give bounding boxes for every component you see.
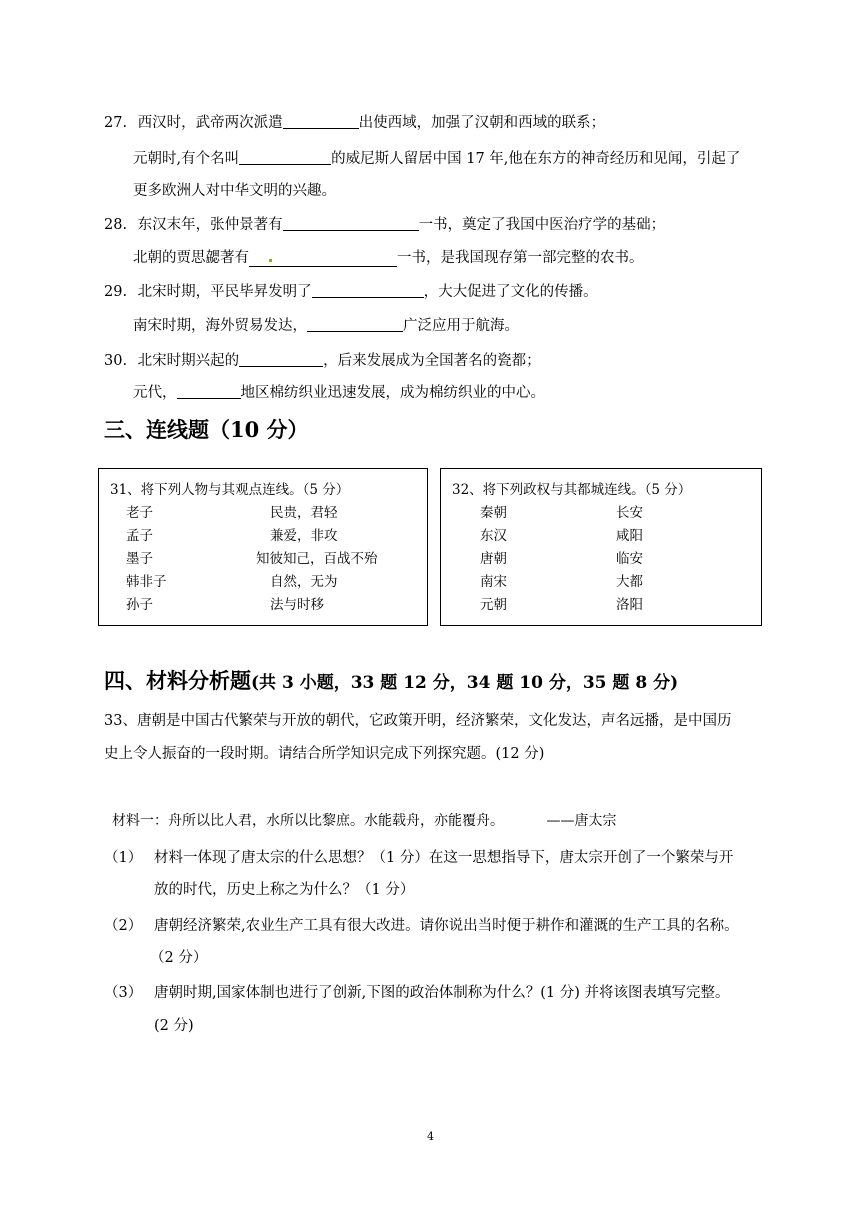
answer-blank[interactable]	[307, 317, 403, 332]
match-left-item[interactable]: 唐朝	[480, 551, 507, 567]
answer-blank[interactable]	[239, 352, 323, 367]
sub-question-2-line-1: 唐朝经济繁荣,农业生产工具有很大改进。请你说出当时便于耕作和灌溉的生产工具的名称。	[154, 918, 739, 934]
match-left-item[interactable]: 南宋	[480, 574, 507, 590]
answer-blank[interactable]	[312, 283, 424, 298]
question-27-line-3: 更多欧洲人对中华文明的兴趣。	[133, 183, 336, 199]
question-30-line-1: 30. 北宋时期兴起的 ，后来发展成为全国著名的瓷都；	[104, 353, 541, 369]
match-right-item[interactable]: 民贵，君轻	[270, 505, 338, 521]
match-left-item[interactable]: 东汉	[480, 528, 507, 544]
question-number: 29.	[104, 284, 128, 300]
sub-question-3-number: （3）	[104, 985, 143, 1001]
match-left-item[interactable]: 孙子	[126, 597, 153, 613]
question-33-intro-2: 史上令人振奋的一段时期。请结合所学知识完成下列探究题。(12 分)	[104, 746, 545, 762]
match-right-item[interactable]: 临安	[616, 551, 643, 567]
page-number: 4	[427, 1130, 434, 1143]
answer-blank[interactable]	[249, 252, 397, 267]
question-28-line-2: 北朝的贾思勰著有 一书，是我国现存第一部完整的农书。	[133, 250, 644, 266]
sub-question-3-line-1: 唐朝时期,国家体制也进行了创新,下图的政治体制称为什么？(1 分) 并将该图表填写完整。	[154, 985, 730, 1001]
question-27-line-2: 元朝时,有个名叫 的威尼斯人留居中国 17 年,他在东方的神奇经历和见闻，引起了	[133, 151, 741, 167]
question-number: 30.	[104, 353, 128, 369]
sub-question-2-number: （2）	[104, 918, 143, 934]
section-4-scoring: (共 3 小题，33 题 12 分，34 题 10 分，35 题 8 分)	[251, 673, 679, 693]
match-left-item[interactable]: 韩非子	[126, 574, 167, 590]
section-4-heading: 四、材料分析题(共 3 小题，33 题 12 分，34 题 10 分，35 题 8 分)	[104, 668, 679, 693]
question-29-line-2: 南宋时期，海外贸易发达， 广泛应用于航海。	[133, 318, 519, 334]
answer-blank[interactable]	[239, 150, 331, 165]
match-left-item[interactable]: 元朝	[480, 597, 507, 613]
material-source: ——唐太宗	[546, 813, 617, 829]
matching-box-32	[440, 468, 762, 626]
match-left-item[interactable]: 孟子	[126, 528, 153, 544]
match-right-item[interactable]: 大都	[616, 574, 643, 590]
answer-blank[interactable]	[283, 216, 419, 231]
match-right-item[interactable]: 咸阳	[616, 528, 643, 544]
question-27-line-1: 27. 西汉时，武帝两次派遣 出使西域，加强了汉朝和西域的联系；	[104, 115, 606, 131]
answer-blank[interactable]	[177, 384, 241, 399]
sub-question-2-line-2: （2 分）	[150, 950, 208, 966]
question-29-line-1: 29. 北宋时期，平民毕昇发明了 ，大大促进了文化的传播。	[104, 284, 598, 300]
sub-question-1-line-2: 放的时代，历史上称之为什么？（1 分）	[154, 882, 415, 898]
match-right-item[interactable]: 知彼知己，百战不殆	[256, 551, 378, 567]
question-30-line-2: 元代， 地区棉纺织业迅速发展，成为棉纺织业的中心。	[133, 385, 545, 401]
matching-box-31	[98, 468, 428, 626]
matching-title: 31、将下列人物与其观点连线。（5 分）	[110, 482, 350, 498]
match-right-item[interactable]: 长安	[616, 505, 643, 521]
match-left-item[interactable]: 墨子	[126, 551, 153, 567]
answer-blank[interactable]	[283, 114, 359, 129]
match-left-item[interactable]: 秦朝	[480, 505, 507, 521]
sub-question-1-number: （1）	[104, 850, 143, 866]
question-number: 27.	[104, 115, 128, 131]
match-right-item[interactable]: 兼爱，非攻	[270, 528, 338, 544]
match-left-item[interactable]: 老子	[126, 505, 153, 521]
match-right-item[interactable]: 法与时移	[270, 597, 324, 613]
material-one: 材料一：舟所以比人君，水所以比黎庶。水能载舟，亦能覆舟。 ——唐太宗	[112, 813, 617, 829]
sub-question-3-line-2: (2 分)	[154, 1018, 194, 1034]
question-33-intro-1: 33、唐朝是中国古代繁荣与开放的朝代，它政策开明，经济繁荣，文化发达，声名远播，是中国历	[104, 713, 732, 729]
match-right-item[interactable]: 自然，无为	[270, 574, 338, 590]
sub-question-1-line-1: 材料一体现了唐太宗的什么思想？（1 分）在这一思想指导下，唐太宗开创了一个繁荣与开	[154, 850, 734, 866]
match-right-item[interactable]: 洛阳	[616, 597, 643, 613]
stray-mark	[269, 259, 272, 262]
matching-title: 32、将下列政权与其都城连线。（5 分）	[452, 482, 692, 498]
section-3-heading: 三、连线题（10 分）	[104, 417, 309, 442]
question-28-line-1: 28. 东汉末年，张仲景著有 一书，奠定了我国中医治疗学的基础；	[104, 217, 666, 233]
question-number: 28.	[104, 217, 128, 233]
